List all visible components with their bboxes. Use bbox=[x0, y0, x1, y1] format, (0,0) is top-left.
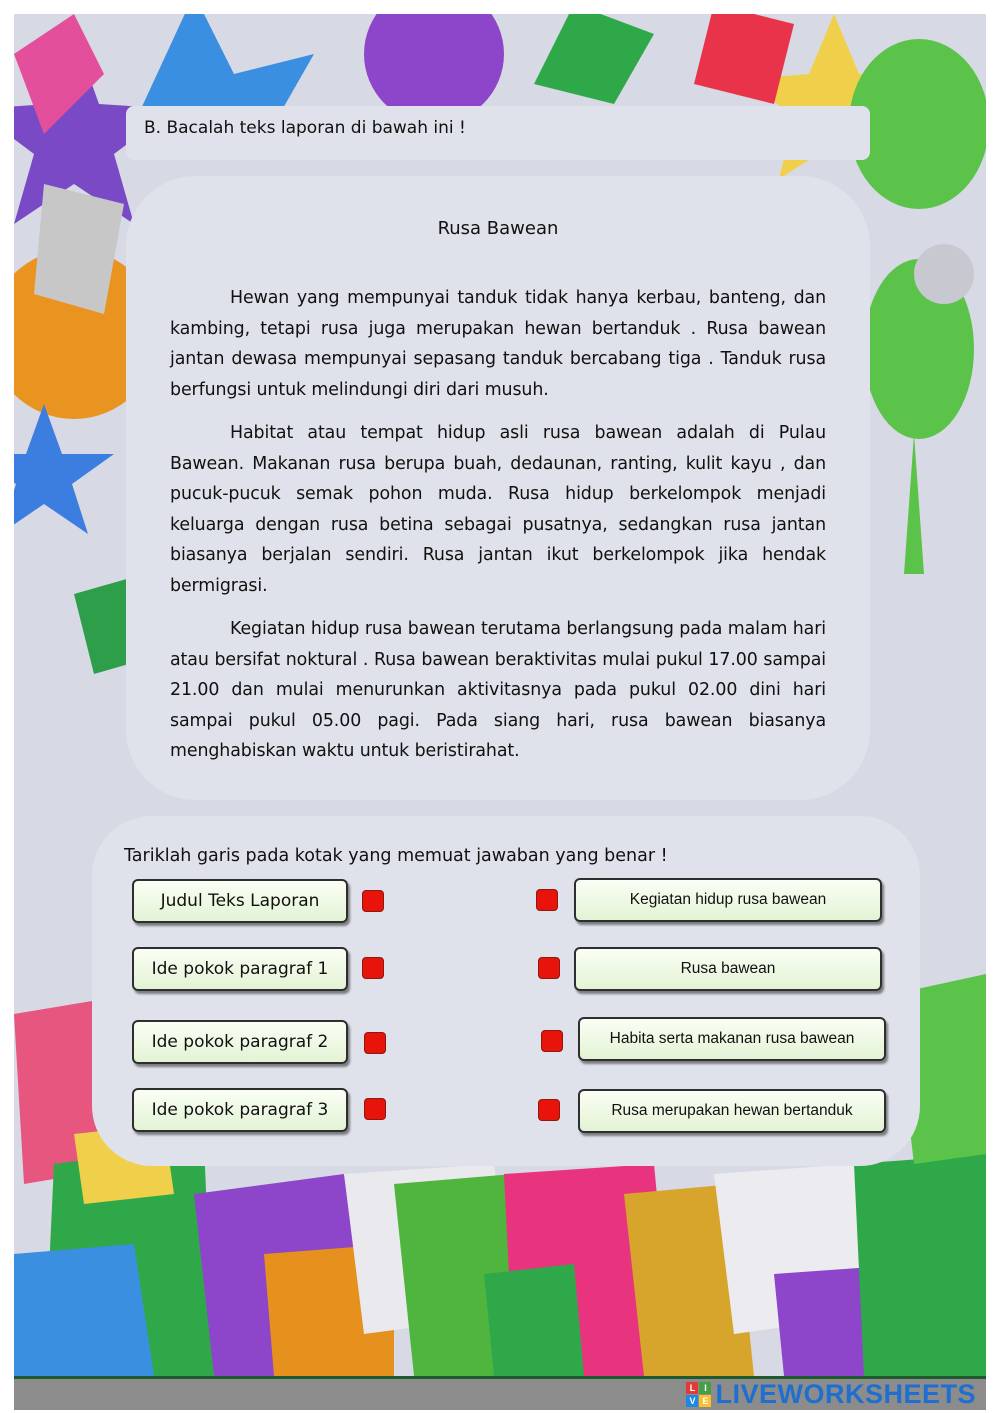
right-connector-dot-2[interactable] bbox=[538, 957, 560, 979]
logo-mark-i: I bbox=[699, 1382, 711, 1394]
right-connector-dot-4[interactable] bbox=[538, 1099, 560, 1121]
logo-text: LIVEWORKSHEETS bbox=[715, 1379, 976, 1409]
left-connector-dot-1[interactable] bbox=[362, 890, 384, 912]
left-item-ide-pokok-2[interactable]: Ide pokok paragraf 2 bbox=[132, 1020, 348, 1064]
left-item-judul[interactable]: Judul Teks Laporan bbox=[132, 879, 348, 923]
left-connector-dot-2[interactable] bbox=[362, 957, 384, 979]
reading-passage-card bbox=[126, 176, 870, 800]
right-connector-dot-1[interactable] bbox=[536, 889, 558, 911]
paragraph-2: Habitat atau tempat hidup asli rusa bawean adalah di Pulau Bawean. Makanan rusa berupa buah, dedaunan, ranting, kulit kayu , dan pucuk-pucuk semak pohon muda. Rusa hidup berkelompok menjadi keluarga dengan rusa betina sebagai pusatnya, sedangkan rusa jantan biasanya berjalan sendiri. Rusa jantan ikut berkelompok jika hendak bermigrasi. bbox=[170, 423, 826, 596]
right-item-rusa-bawean[interactable]: Rusa bawean bbox=[574, 947, 882, 991]
section-instruction: B. Bacalah teks laporan di bawah ini ! bbox=[126, 106, 870, 160]
left-connector-dot-4[interactable] bbox=[364, 1098, 386, 1120]
footer-bar bbox=[14, 1376, 986, 1410]
matching-instruction: Tariklah garis pada kotak yang memuat jawaban yang benar ! bbox=[124, 846, 668, 866]
left-item-ide-pokok-3[interactable]: Ide pokok paragraf 3 bbox=[132, 1088, 348, 1132]
right-item-bertanduk[interactable]: Rusa merupakan hewan bertanduk bbox=[578, 1089, 886, 1133]
paragraph-1: Hewan yang mempunyai tanduk tidak hanya kerbau, banteng, dan kambing, tetapi rusa juga merupakan hewan bertanduk . Rusa bawean jantan dewasa mempunyai sepasang tanduk bercabang tiga . Tanduk rusa berfungsi untuk melindungi diri dari musuh. bbox=[170, 288, 826, 400]
logo-mark-e: E bbox=[699, 1395, 711, 1407]
reading-title: Rusa Bawean bbox=[437, 218, 559, 239]
liveworksheets-logo[interactable] bbox=[686, 1379, 976, 1410]
left-item-ide-pokok-1[interactable]: Ide pokok paragraf 1 bbox=[132, 947, 348, 991]
logo-mark-icon bbox=[686, 1382, 711, 1407]
right-item-habitat[interactable]: Habita serta makanan rusa bawean bbox=[578, 1017, 886, 1061]
right-item-kegiatan[interactable]: Kegiatan hidup rusa bawean bbox=[574, 878, 882, 922]
paragraph-3: Kegiatan hidup rusa bawean terutama berlangsung pada malam hari atau bersifat noktural . Rusa bawean beraktivitas mulai pukul 17.00 sampai 21.00 dan mulai menurunkan aktivitasnya pada pukul 02.00 dini hari sampai pukul 05.00 pagi. Pada siang hari, rusa bawean biasanya menghabiskan waktu untuk beristirahat. bbox=[170, 619, 826, 761]
matching-exercise-card bbox=[92, 816, 920, 1166]
left-connector-dot-3[interactable] bbox=[364, 1032, 386, 1054]
right-connector-dot-3[interactable] bbox=[541, 1030, 563, 1052]
logo-mark-l: L bbox=[686, 1382, 698, 1394]
logo-mark-v: V bbox=[686, 1395, 698, 1407]
